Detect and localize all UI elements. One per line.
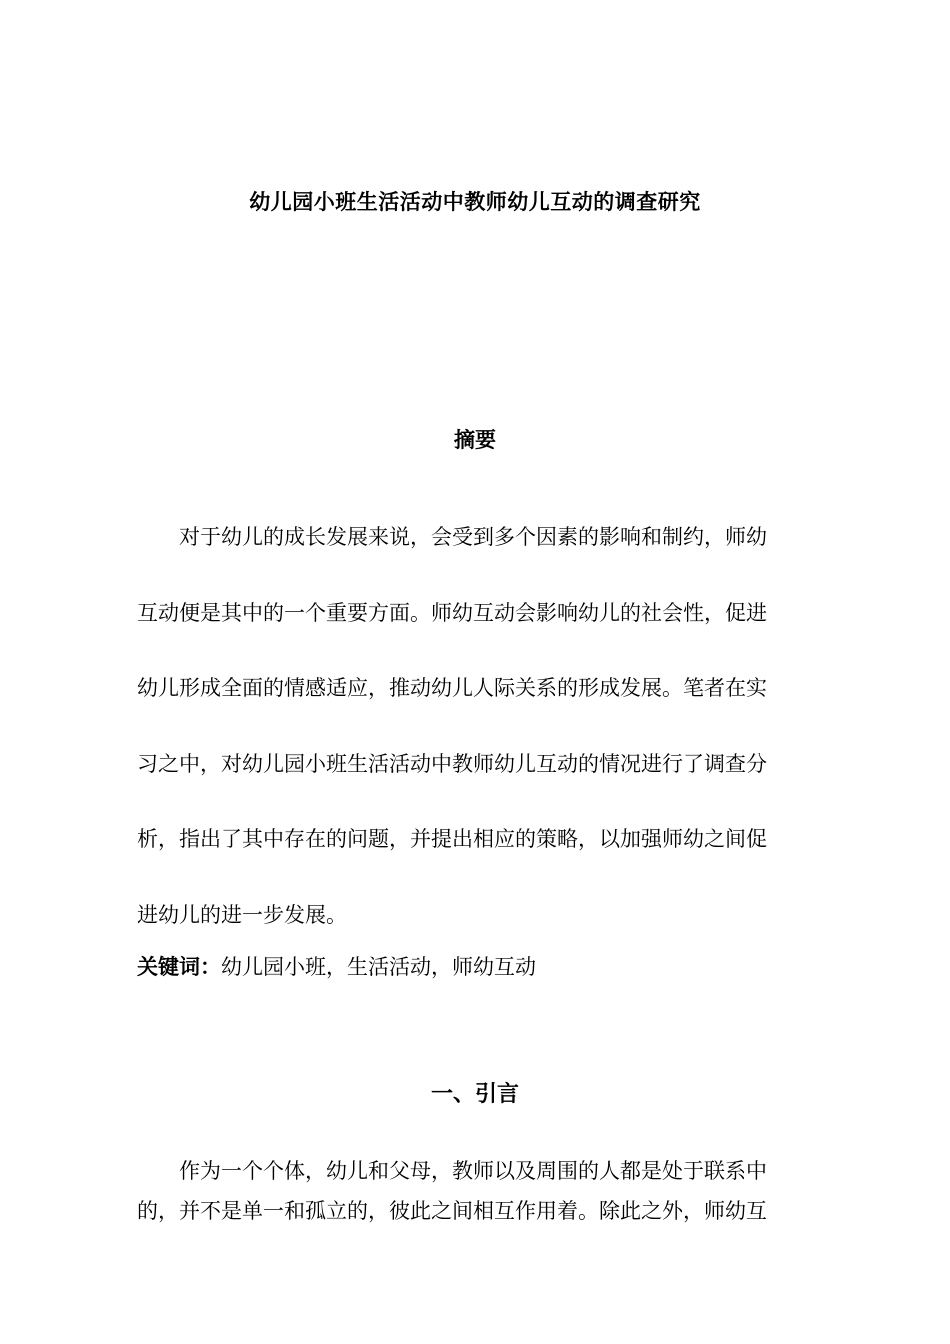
abstract-line: 对于幼儿的成长发展来说，会受到多个因素的影响和制约，师幼	[179, 525, 767, 549]
abstract-paragraph	[137, 500, 813, 953]
abstract-line: 幼儿形成全面的情感适应，推动幼儿人际关系的形成发展。笔者在实	[137, 676, 767, 700]
keywords	[137, 952, 813, 982]
introduction-line: 的，并不是单一和孤立的，彼此之间相互作用着。除此之外，师幼互	[137, 1198, 767, 1223]
abstract-line: 进幼儿的进一步发展。	[137, 902, 347, 927]
abstract-line: 析，指出了其中存在的问题，并提出相应的策略，以加强师幼之间促	[137, 827, 767, 851]
section-heading-introduction: 一、引言	[430, 1081, 519, 1107]
abstract-line: 互动便是其中的一个重要方面。师幼互动会影响幼儿的社会性，促进	[137, 600, 767, 625]
abstract-heading: 摘要	[454, 427, 496, 452]
abstract-line: 习之中，对幼儿园小班生活活动中教师幼儿互动的情况进行了调查分	[137, 751, 767, 776]
introduction-paragraph	[137, 1152, 813, 1231]
keywords-value: 幼儿园小班，生活活动，师幼互动	[221, 955, 536, 979]
keywords-label: 关键词：	[137, 954, 221, 979]
introduction-line: 作为一个个体，幼儿和父母，教师以及周围的人都是处于联系中	[179, 1159, 767, 1183]
document-title: 幼儿园小班生活活动中教师幼儿互动的调查研究	[249, 189, 701, 214]
